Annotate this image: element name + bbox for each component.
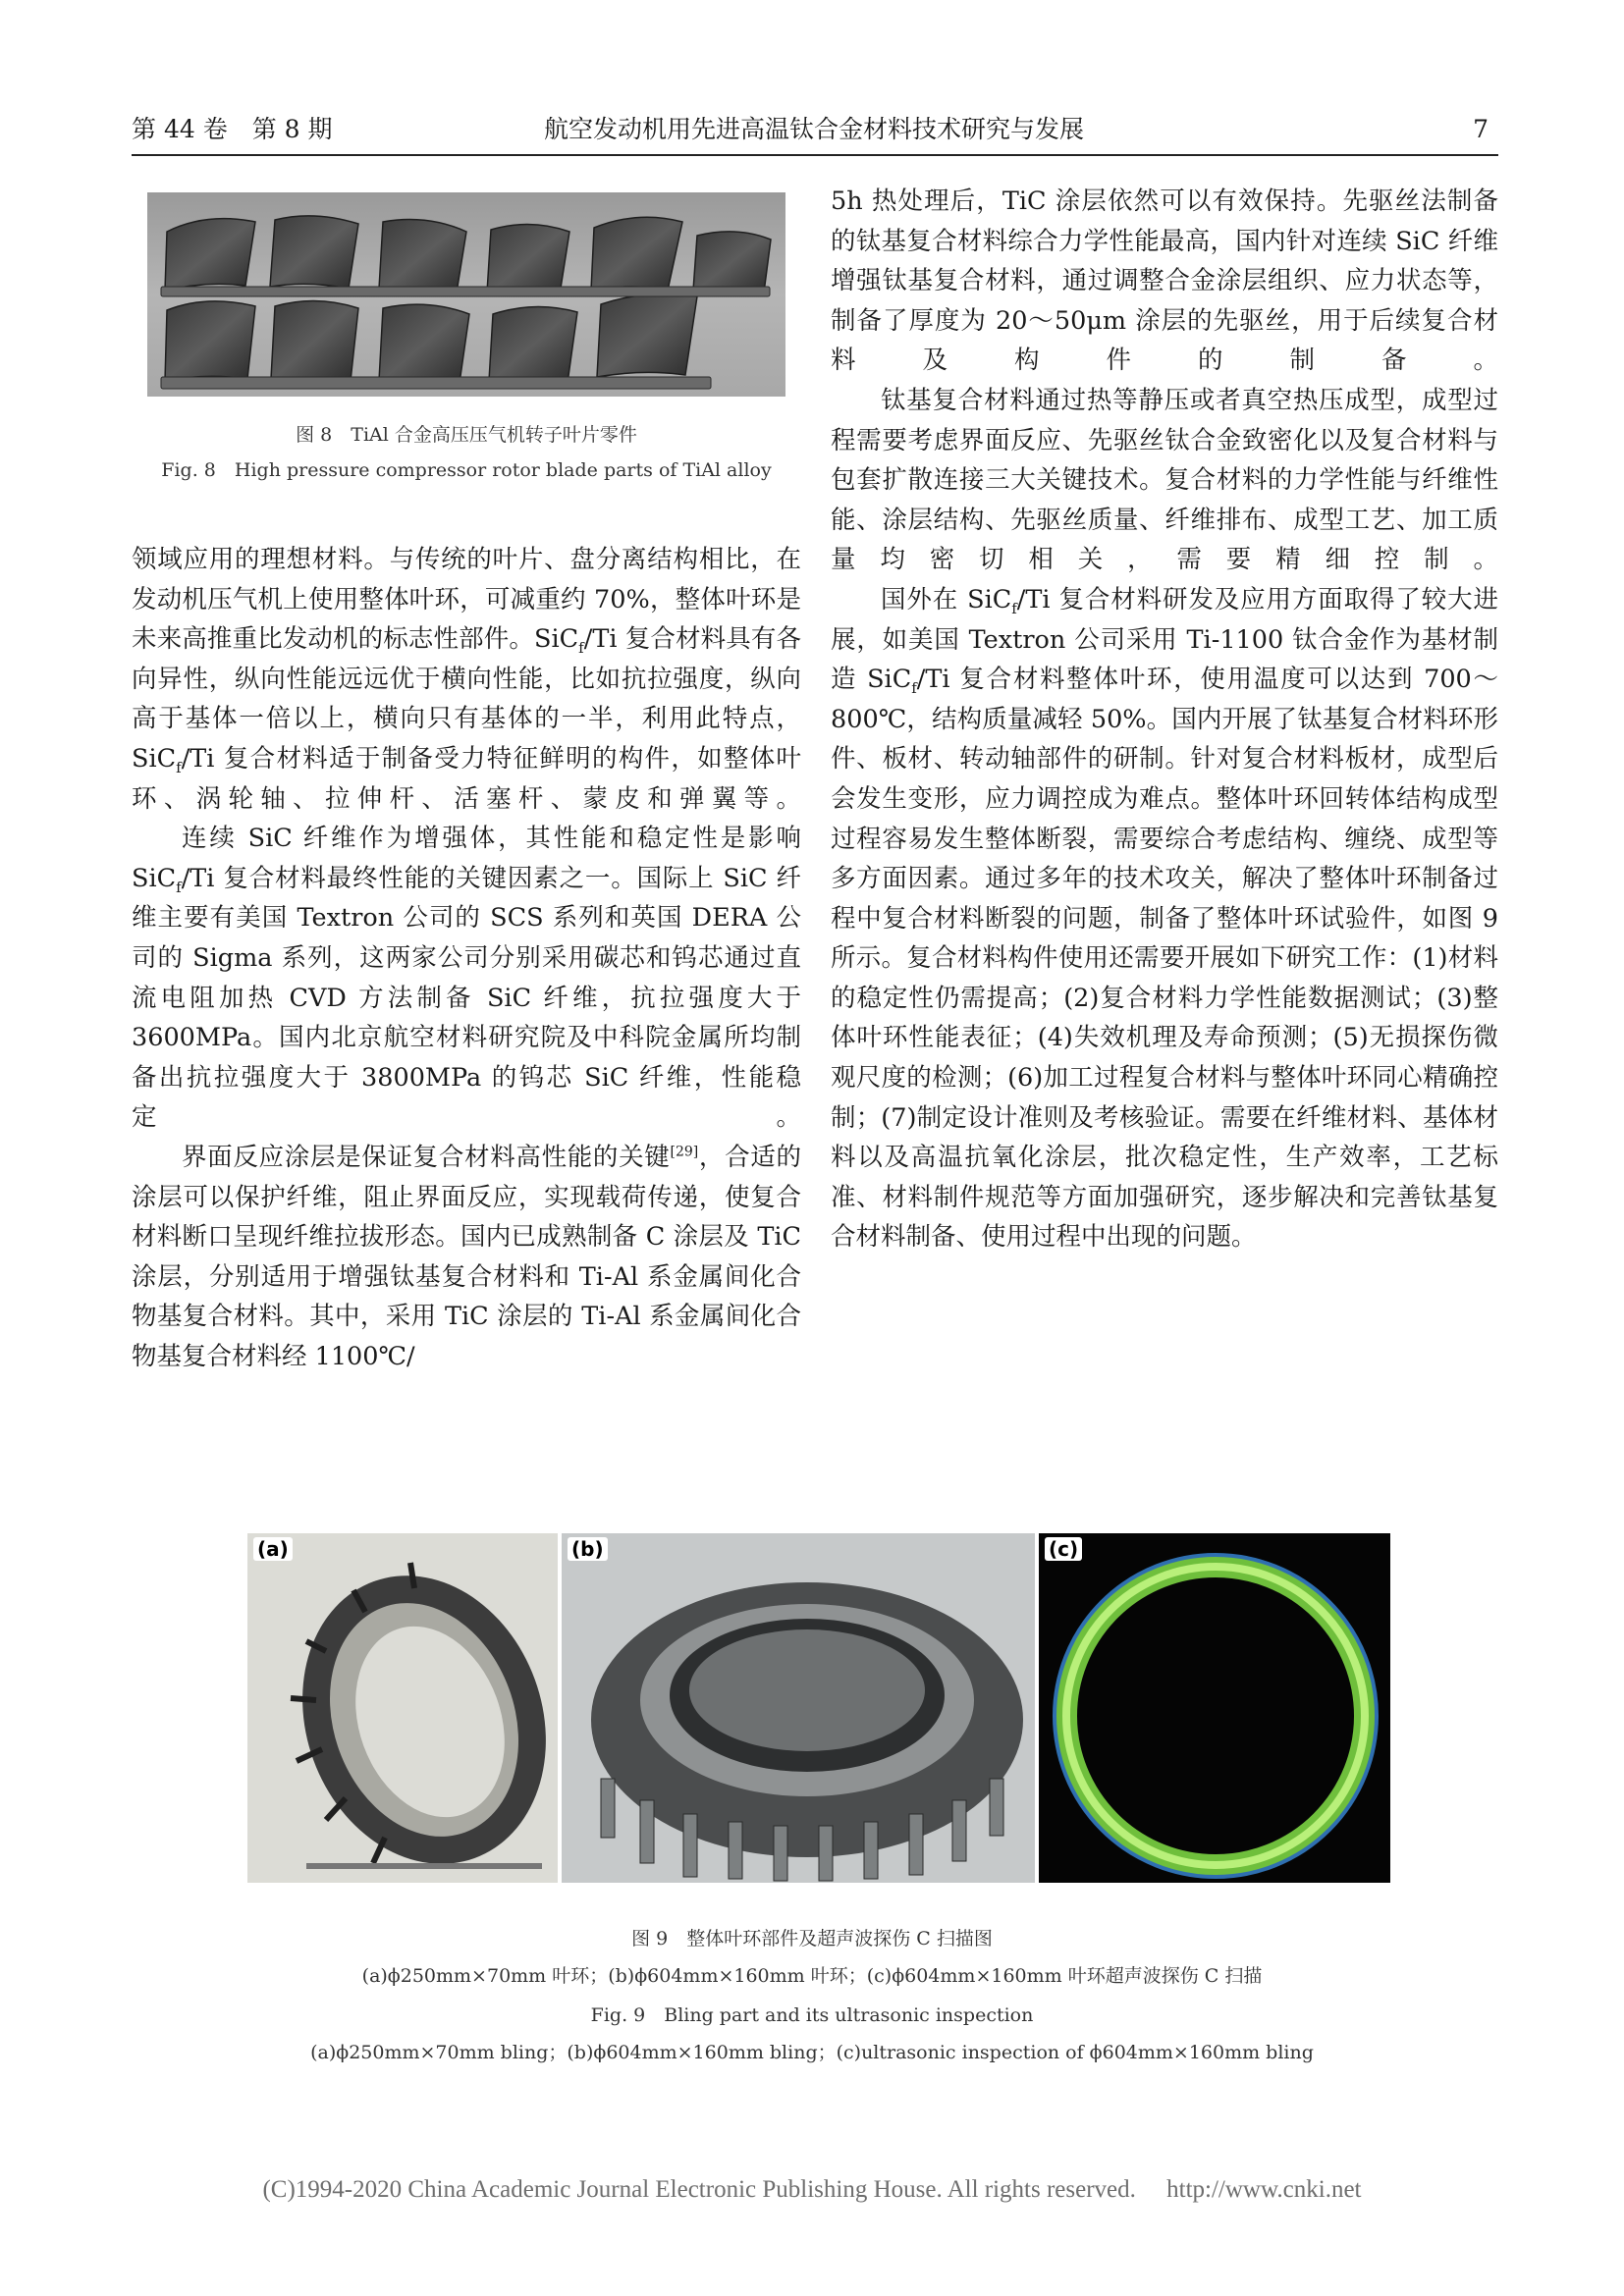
figure-8-caption-cn: 图 8 TiAl 合金高压压气机转子叶片零件 xyxy=(296,424,637,446)
paragraph: 领域应用的理想材料。与传统的叶片、盘分离结构相比，在发动机压气机上使用整体叶环，可减重约 70%，整体叶环是未来高推重比发动机的标志性部件。SiC$_f$/Ti 复合材料具有各向异性，纵向性能远远优于横向性能，比如抗拉强度，纵向高于基体一倍以上，横向只有基体的一半，利用此特点，SiC$_f$/Ti 复合材料适于制备受力特征鲜明的构件，如整体叶环、涡轮轴、拉伸杆、活塞杆、蒙皮和弹翼等。 xyxy=(132,545,801,814)
header-rule xyxy=(132,154,1498,156)
journal-title: 航空发动机用先进高温钛合金材料技术研究与发展 xyxy=(543,115,1084,143)
panel-label-b: (b) xyxy=(568,1537,608,1561)
figure-8-image xyxy=(147,192,785,397)
figure-9-subcaption-cn: (a)ϕ250mm×70mm 叶环；(b)ϕ604mm×160mm 叶环；(c)ϕ604mm×160mm 叶环超声波探伤 C 扫描 xyxy=(361,1965,1263,1987)
paragraph: 连续 SiC 纤维作为增强体，其性能和稳定性是影响 SiC$_f$/Ti 复合材料最终性能的关键因素之一。国际上 SiC 纤维主要有美国 Textron 公司的 SCS 系列和英国 DERA 公司的 Sigma 系列，这两家公司分别采用碳芯和钨芯通过直流电阻加热 CVD 方法制备 SiC 纤维，抗拉强度大于 3600MPa。国内北京航空材料研究院及中科院金属所均制备出抗拉强度大于 3800MPa 的钨芯 SiC 纤维，性能稳定。 xyxy=(132,824,801,1133)
blade-parts-photo xyxy=(147,192,785,397)
left-column xyxy=(132,540,801,1376)
figure-9b-panel xyxy=(562,1533,1035,1883)
copyright-footer: (C)1994-2020 China Academic Journal Electronic Publishing House. All rights reserved. http://www.cnki.net xyxy=(262,2176,1362,2203)
paragraph: 钛基复合材料通过热等静压或者真空热压成型，成型过程需要考虑界面反应、先驱丝钛合金致密化以及复合材料与包套扩散连接三大关键技术。复合材料的力学性能与纤维性能、涂层结构、先驱丝质量、纤维排布、成型工艺、加工质量均密切相关，需要精细控制。 xyxy=(831,385,1498,575)
volume-issue: 第 44 卷 第 8 期 xyxy=(132,115,333,143)
bling-604-photo xyxy=(562,1533,1035,1883)
paragraph: 国外在 SiC$_f$/Ti 复合材料研发及应用方面取得了较大进展，如美国 Textron 公司采用 Ti-1100 钛合金作为基材制造 SiC$_f$/Ti 复合材料整体叶环，使用温度可以达到 700～800℃，结构质量减轻 50%。国内开展了钛基复合材料环形件、板材、转动轴部件的研制。针对复合材料板材，成型后会发生变形，应力调控成为难点。整体叶环回转体结构成型过程容易发生整体断裂，需要综合考虑结构、缠绕、成型等多方面因素。通过多年的技术攻关，解决了整体叶环制备过程中复合材料断裂的问题，制备了整体叶环试验件，如图 9 所示。复合材料构件使用还需要开展如下研究工作：(1)材料的稳定性仍需提高；(2)复合材料力学性能数据测试；(3)整体叶环性能表征；(4)失效机理及寿命预测；(5)无损探伤微观尺度的检测；(6)加工过程复合材料与整体叶环同心精确控制；(7)制定设计准则及考核验证。需要在纤维材料、基体材料以及高温抗氧化涂层，批次稳定性，生产效率，工艺标准、材料制件规范等方面加强研究，逐步解决和完善钛基复合材料制备、使用过程中出现的问题。 xyxy=(831,584,1498,1253)
figure-8-caption-en: Fig. 8 High pressure compressor rotor blade parts of TiAl alloy xyxy=(161,459,772,481)
right-column xyxy=(831,182,1498,1257)
figure-9-caption-en: Fig. 9 Bling part and its ultrasonic inspection xyxy=(590,2004,1034,2026)
figure-9a-panel xyxy=(247,1533,558,1883)
panel-label-c: (c) xyxy=(1045,1537,1082,1561)
page-number: 7 xyxy=(1473,115,1489,143)
running-header xyxy=(132,110,1496,153)
paragraph: 5h 热处理后，TiC 涂层依然可以有效保持。先驱丝法制备的钛基复合材料综合力学性能最高，国内针对连续 SiC 纤维增强钛基复合材料，通过调整合金涂层组织、应力状态等，制备了厚度为 20～50μm 涂层的先驱丝，用于后续复合材料及构件的制备。 xyxy=(831,187,1498,376)
figure-9-subcaption-en: (a)ϕ250mm×70mm bling；(b)ϕ604mm×160mm bling；(c)ultrasonic inspection of ϕ604mm×160mm bling xyxy=(310,2042,1314,2063)
c-scan-image xyxy=(1039,1533,1390,1883)
bling-250-photo xyxy=(247,1533,558,1883)
figure-9c-panel xyxy=(1039,1533,1390,1883)
paragraph: 界面反应涂层是保证复合材料高性能的关键[29]，合适的涂层可以保护纤维，阻止界面反应，实现载荷传递，使复合材料断口呈现纤维拉拔形态。国内已成熟制备 C 涂层及 TiC 涂层，分别适用于增强钛基复合材料和 Ti-Al 系金属间化合物基复合材料。其中，采用 TiC 涂层的 Ti-Al 系金属间化合物基复合材料经 1100℃/ xyxy=(132,1142,801,1371)
figure-9-caption-cn: 图 9 整体叶环部件及超声波探伤 C 扫描图 xyxy=(631,1928,993,1949)
panel-label-a: (a) xyxy=(253,1537,293,1561)
